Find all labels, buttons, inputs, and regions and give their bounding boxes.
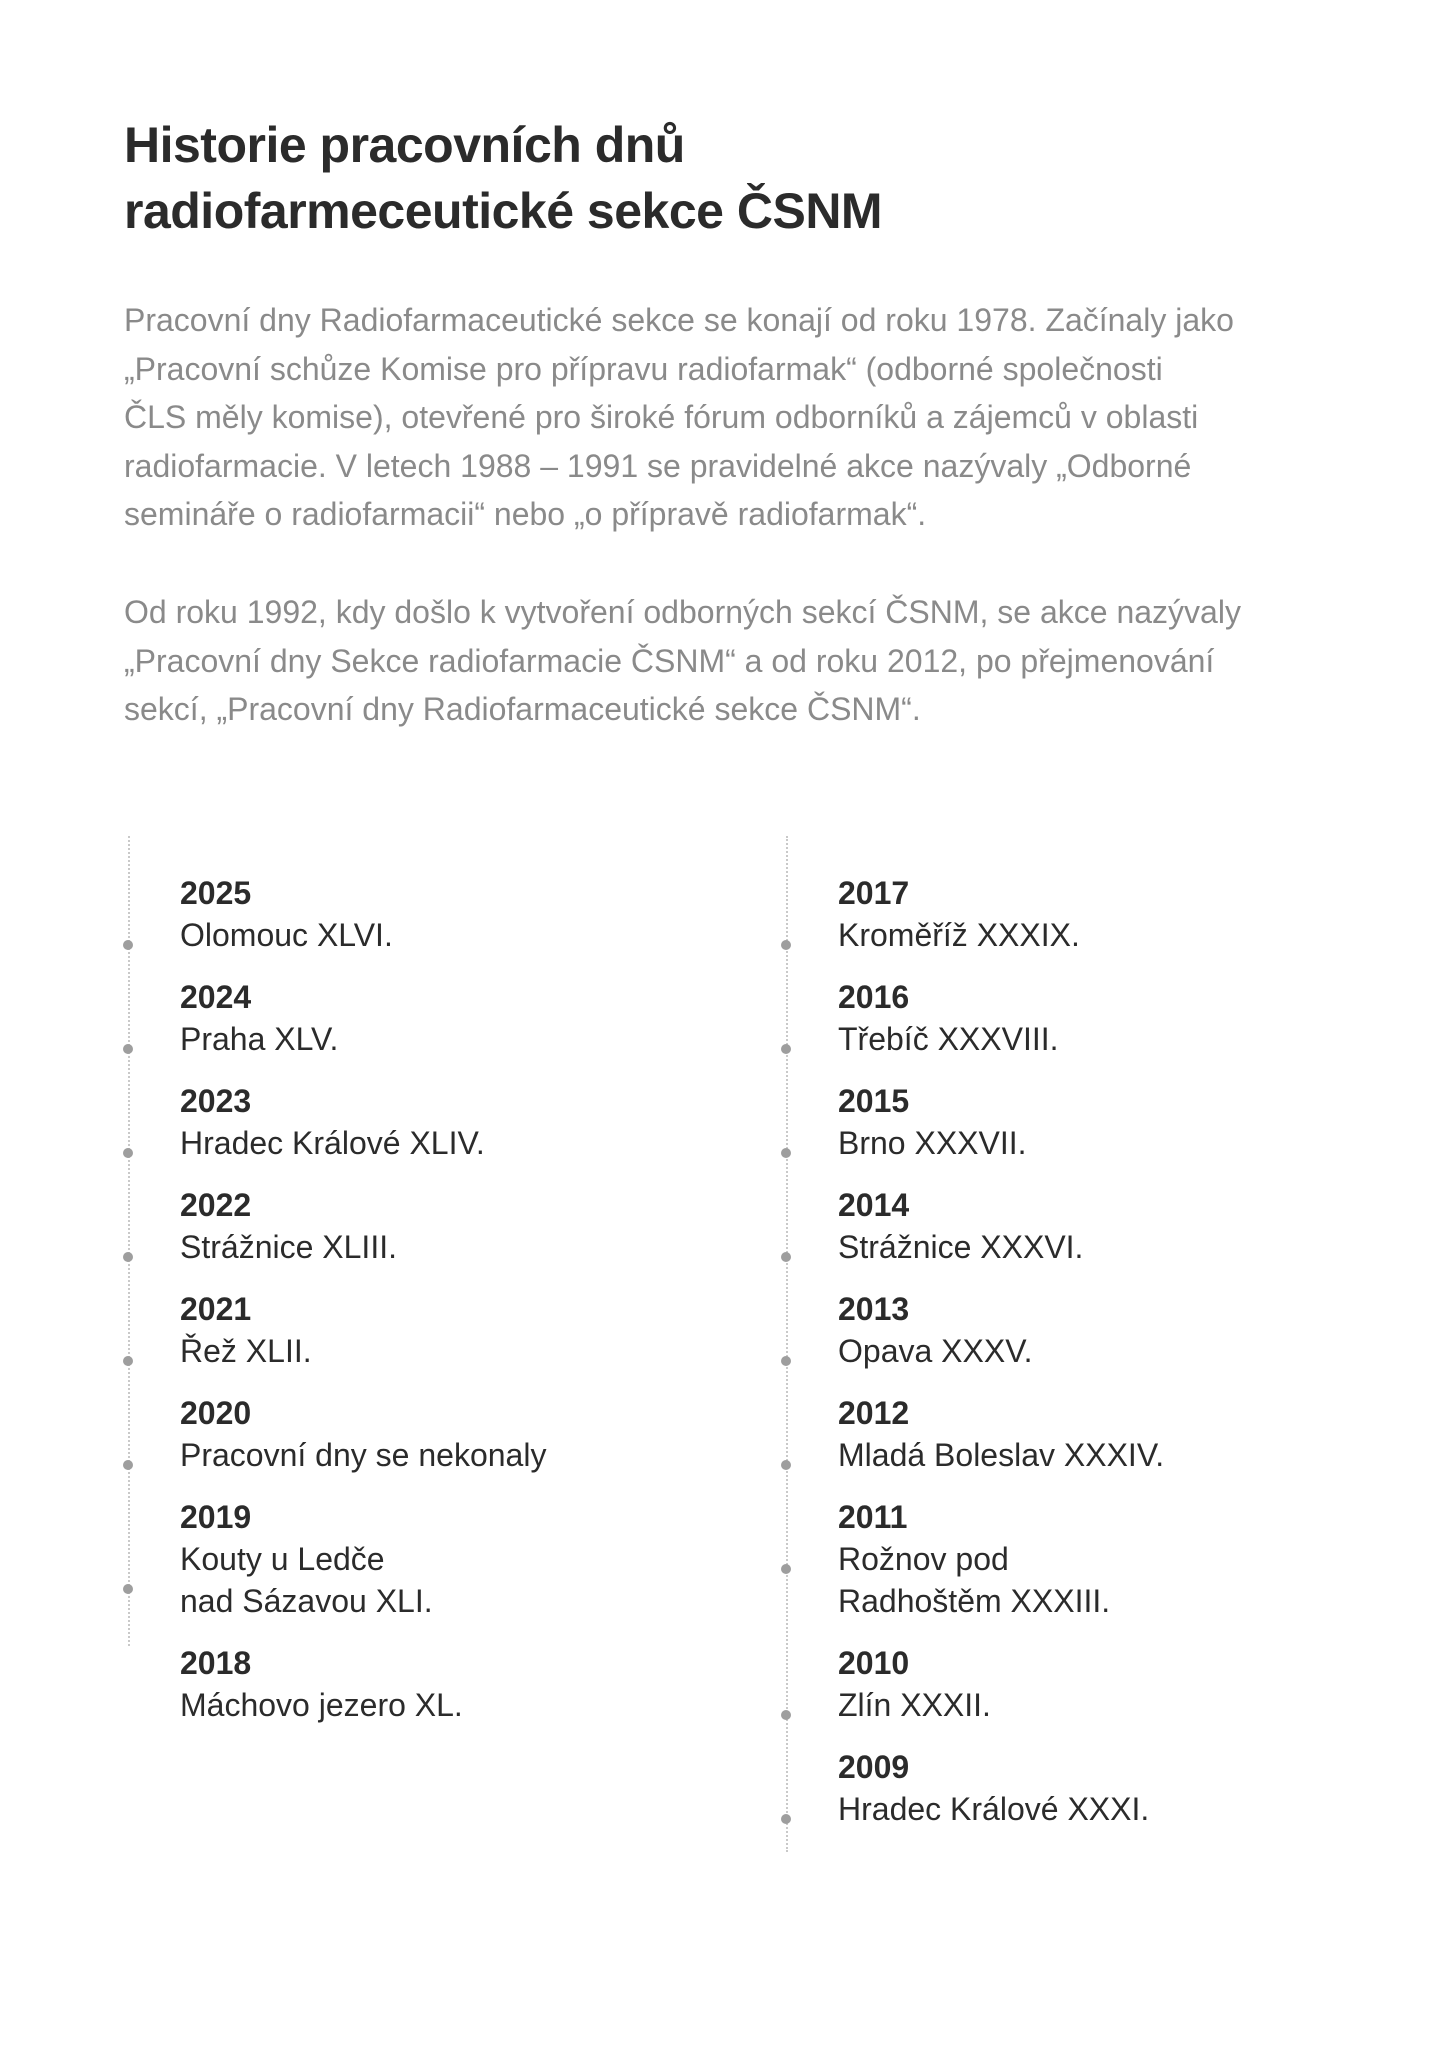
entry-place: Olomouc XLVI. xyxy=(180,917,393,953)
intro-line: ČLS měly komise), otevřené pro široké fórum odborníků a zájemců v oblasti xyxy=(124,399,1199,435)
entry-place: Pracovní dny se nekonaly xyxy=(180,1437,547,1473)
timeline-entry xyxy=(838,1642,1358,1726)
entry-year: 2016 xyxy=(838,979,910,1015)
page-title-line-2: radiofarmeceutické sekce ČSNM xyxy=(124,183,883,239)
timeline-dot-icon xyxy=(781,1814,791,1824)
entry-year: 2022 xyxy=(180,1187,252,1223)
timeline-entry xyxy=(838,976,1358,1060)
entry-year: 2011 xyxy=(838,1499,908,1535)
entry-place: Praha XLV. xyxy=(180,1021,339,1057)
entry-place: Máchovo jezero XL. xyxy=(180,1687,463,1723)
page-title xyxy=(124,112,1324,244)
timeline-entry xyxy=(838,1288,1358,1372)
timeline-entry xyxy=(838,872,1358,956)
timeline-entry xyxy=(180,1288,700,1372)
timeline-entry xyxy=(180,1080,700,1164)
timeline-dot-icon xyxy=(123,1584,133,1594)
entry-place: Třebíč XXXVIII. xyxy=(838,1021,1059,1057)
entry-year: 2010 xyxy=(838,1645,910,1681)
entry-place: Hradec Králové XLIV. xyxy=(180,1125,485,1161)
entry-place: Kouty u Ledče xyxy=(180,1541,385,1577)
intro-paragraph-1 xyxy=(124,296,1344,539)
entry-year: 2015 xyxy=(838,1083,910,1119)
entry-year: 2013 xyxy=(838,1291,910,1327)
timeline-rail xyxy=(128,836,130,1646)
timeline-entry xyxy=(838,1496,1358,1622)
entry-year: 2025 xyxy=(180,875,252,911)
entry-place: Mladá Boleslav XXXIV. xyxy=(838,1437,1165,1473)
timeline-dot-icon xyxy=(781,1460,791,1470)
intro-line: sekcí, „Pracovní dny Radiofarmaceutické sekce ČSNM“. xyxy=(124,691,921,727)
timeline-entry xyxy=(838,1392,1358,1476)
timeline-entry xyxy=(180,872,700,956)
entry-place: Zlín XXXII. xyxy=(838,1687,991,1723)
entry-year: 2017 xyxy=(838,875,910,911)
entry-place: Hradec Králové XXXI. xyxy=(838,1791,1150,1827)
intro-line: semináře o radiofarmacii“ nebo „o přípravě radiofarmak“. xyxy=(124,496,927,532)
timeline-dot-icon xyxy=(781,1710,791,1720)
entry-place-line-2: Radhoštěm XXXIII. xyxy=(838,1583,1111,1619)
timeline-dot-icon xyxy=(123,1044,133,1054)
timeline-dot-icon xyxy=(781,1044,791,1054)
entry-year: 2014 xyxy=(838,1187,910,1223)
timeline-entry xyxy=(180,1642,700,1726)
entry-year: 2009 xyxy=(838,1749,910,1785)
intro-paragraph-2 xyxy=(124,588,1344,734)
timeline-dot-icon xyxy=(781,940,791,950)
timeline-entry xyxy=(838,1746,1358,1830)
entry-place: Řež XLII. xyxy=(180,1333,312,1369)
timeline-entry xyxy=(838,1080,1358,1164)
entry-year: 2024 xyxy=(180,979,252,1015)
intro-line: Pracovní dny Radiofarmaceutické sekce se konají od roku 1978. Začínaly jako xyxy=(124,302,1234,338)
entry-year: 2012 xyxy=(838,1395,910,1431)
timeline-entry xyxy=(838,1184,1358,1268)
timeline-entry xyxy=(180,1392,700,1476)
entry-place: Strážnice XXXVI. xyxy=(838,1229,1084,1265)
entry-place: Opava XXXV. xyxy=(838,1333,1033,1369)
intro-line: „Pracovní dny Sekce radiofarmacie ČSNM“ a od roku 2012, po přejmenování xyxy=(124,642,1215,679)
entry-year: 2020 xyxy=(180,1395,252,1431)
timeline-dot-icon xyxy=(123,1460,133,1470)
timeline-dot-icon xyxy=(123,1252,133,1262)
timeline-entry xyxy=(180,1496,700,1622)
timeline-entry xyxy=(180,976,700,1060)
entry-year: 2023 xyxy=(180,1083,252,1119)
timeline-dot-icon xyxy=(123,1356,133,1366)
intro-line: „Pracovní schůze Komise pro přípravu radiofarmak“ (odborné společnosti xyxy=(124,350,1163,387)
timeline-entry xyxy=(180,1184,700,1268)
entry-place: Strážnice XLIII. xyxy=(180,1229,397,1265)
entry-year: 2021 xyxy=(180,1291,252,1327)
timeline-dot-icon xyxy=(781,1252,791,1262)
intro-line: radiofarmacie. V letech 1988 – 1991 se pravidelné akce nazývaly „Odborné xyxy=(124,447,1192,484)
timeline-dot-icon xyxy=(123,940,133,950)
entry-place: Kroměříž XXXIX. xyxy=(838,917,1080,953)
timeline-dot-icon xyxy=(781,1564,791,1574)
page-title-line-1: Historie pracovních dnů xyxy=(124,117,685,173)
entry-place: Rožnov pod xyxy=(838,1541,1009,1577)
timeline-rail xyxy=(786,836,788,1852)
intro-line: Od roku 1992, kdy došlo k vytvoření odborných sekcí ČSNM, se akce nazývaly xyxy=(124,594,1241,630)
timeline-dot-icon xyxy=(781,1356,791,1366)
entry-year: 2019 xyxy=(180,1499,252,1535)
timeline-dot-icon xyxy=(781,1148,791,1158)
timeline-dot-icon xyxy=(123,1148,133,1158)
entry-year: 2018 xyxy=(180,1645,252,1681)
entry-place: Brno XXXVII. xyxy=(838,1125,1027,1161)
entry-place-line-2: nad Sázavou XLI. xyxy=(180,1583,433,1619)
